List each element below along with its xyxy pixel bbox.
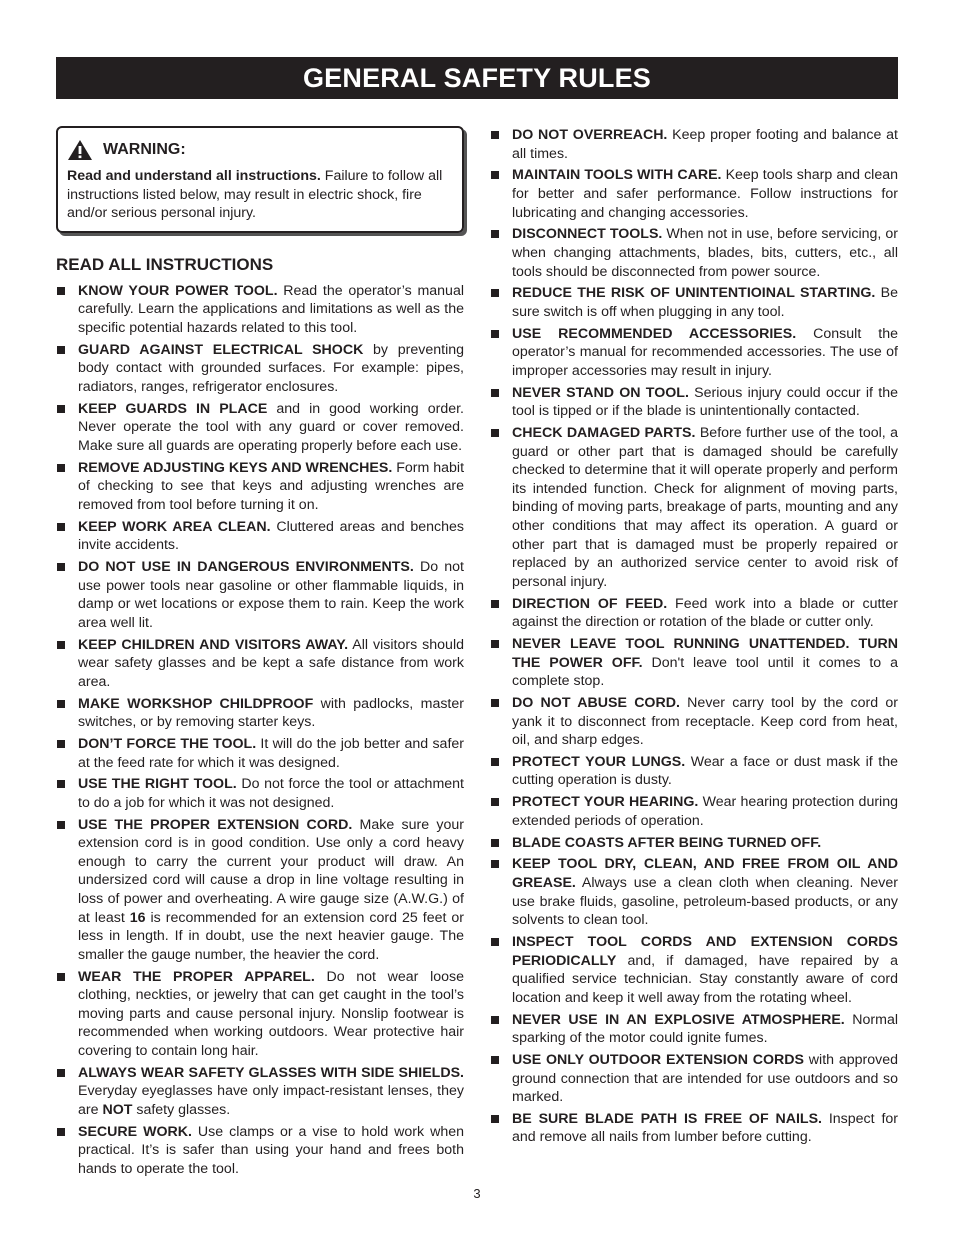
- rule-text: When not in use, before servicing, or when changing attachments, blades, bits, cutters, etc., all tools should be disconnected from power source.: [512, 226, 898, 280]
- warning-body-text: Failure to follow all instructions listed below, may result in electric shock, fire and/or serious personal injury.: [67, 168, 443, 222]
- rule-text: Normal sparking of the motor could ignite fumes.: [512, 1011, 898, 1047]
- rule-heading: DON’T FORCE THE TOOL.: [78, 735, 257, 752]
- rule-heading: DO NOT OVERREACH.: [512, 127, 668, 143]
- rule-heading: WEAR THE PROPER APPAREL.: [78, 968, 315, 985]
- rule-text: Don't leave tool until it comes to a complete stop.: [512, 654, 898, 690]
- square-bullet-icon: [491, 171, 499, 179]
- rule-item: [490, 225, 898, 281]
- rule-item: [56, 282, 464, 338]
- square-bullet-icon: [491, 1115, 499, 1123]
- rule-item: [490, 1011, 898, 1048]
- square-bullet-icon: [57, 346, 65, 354]
- rule-item: [56, 775, 464, 812]
- rule-text: Use clamps or a vise to hold work when practical. It’s is safer than using your hand and frees both hands to operate the tool.: [78, 1123, 464, 1177]
- square-bullet-icon: [491, 429, 499, 437]
- rule-item: [490, 325, 898, 381]
- rule-heading: DO NOT ABUSE CORD.: [512, 694, 680, 711]
- rule-heading: KEEP CHILDREN AND VISITORS AWAY.: [78, 636, 349, 653]
- rule-heading: NEVER USE IN AN EXPLOSIVE ATMOSPHERE.: [512, 1011, 845, 1028]
- warning-bold-text: Read and understand all instructions.: [67, 168, 321, 184]
- rule-item: [56, 1123, 464, 1179]
- rule-heading: SECURE WORK.: [78, 1123, 192, 1140]
- rule-text: with padlocks, master switches, or by removing starter keys.: [78, 695, 464, 731]
- rule-item: [56, 816, 464, 965]
- rule-text: Do not force the tool or attachment to do a job for which it was not designed.: [78, 776, 464, 811]
- rule-heading: USE ONLY OUTDOOR EXTENSION CORDS: [512, 1051, 804, 1068]
- rule-heading: CHECK DAMAGED PARTS.: [512, 425, 696, 442]
- rule-heading: INSPECT TOOL CORDS AND EXTENSION CORDS PERIODICALLY: [512, 933, 898, 969]
- rule-item: [490, 1110, 898, 1147]
- rule-item: [56, 400, 464, 456]
- warning-heading: [67, 139, 453, 161]
- square-bullet-icon: [491, 699, 499, 707]
- rule-text: Before further use of the tool, a guard or other part that is damaged should be carefully checked to determine that it will operate properly and perform its intended function. Check for alignment of moving parts, binding of moving parts, breakage of parts, mounting and any other conditions that may affect its operation. A guard or other part that is damaged must be properly repaired or replaced by an authorized service center to avoid risk of personal injury.: [512, 425, 898, 590]
- rule-heading: BE SURE BLADE PATH IS FREE OF NAILS.: [512, 1110, 822, 1127]
- square-bullet-icon: [491, 860, 499, 868]
- rule-item: [56, 695, 464, 732]
- rule-heading: REDUCE THE RISK OF UNINTENTIOINAL STARTING.: [512, 285, 876, 302]
- rule-item: [490, 635, 898, 691]
- rule-heading: KEEP WORK AREA CLEAN.: [78, 518, 271, 535]
- square-bullet-icon: [57, 700, 65, 708]
- right-column: [490, 126, 898, 1150]
- square-bullet-icon: [57, 1069, 65, 1077]
- rule-item: [490, 855, 898, 929]
- rule-item: [56, 1064, 464, 1120]
- rule-heading: KNOW YOUR POWER TOOL.: [78, 282, 278, 299]
- square-bullet-icon: [57, 563, 65, 571]
- rule-text: Wear hearing protection during extended periods of operation.: [512, 794, 898, 829]
- square-bullet-icon: [491, 1016, 499, 1024]
- rule-text: by preventing body contact with grounded surfaces. For example: pipes, radiators, ranges, refrigerator enclosures.: [78, 341, 465, 395]
- section-heading: READ ALL INSTRUCTIONS: [56, 254, 274, 274]
- rule-item: [490, 595, 898, 632]
- square-bullet-icon: [491, 289, 499, 297]
- rule-heading: USE THE PROPER EXTENSION CORD.: [78, 816, 353, 833]
- rule-heading: USE RECOMMENDED ACCESSORIES.: [512, 325, 797, 342]
- square-bullet-icon: [491, 330, 499, 338]
- right-rules-list: [490, 126, 898, 1147]
- rule-heading: REMOVE ADJUSTING KEYS AND WRENCHES.: [78, 459, 393, 476]
- rule-text: Form habit of checking to see that keys and adjusting wrenches are removed from tool before turning it on.: [78, 459, 465, 513]
- rule-text: is recommended for an extension cord 25 feet or less in length. If in doubt, use the next heavier gauge. The smaller the gauge number, the heavier the cord.: [78, 909, 465, 963]
- rule-heading: USE THE RIGHT TOOL.: [78, 776, 237, 793]
- rule-text: It will do the job better and safer at the feed rate for which it was designed.: [78, 735, 464, 771]
- warning-heading-text: WARNING:: [103, 141, 186, 158]
- rule-item: [490, 284, 898, 321]
- rule-item: [490, 166, 898, 222]
- warning-box: [56, 126, 464, 233]
- rule-heading: PROTECT YOUR HEARING.: [512, 794, 699, 811]
- square-bullet-icon: [57, 405, 65, 413]
- left-rules-list: [56, 282, 464, 1179]
- square-bullet-icon: [57, 641, 65, 649]
- rule-item: [56, 459, 464, 515]
- rule-item: [490, 126, 898, 163]
- rule-text: Never carry tool by the cord or yank it to disconnect from receptacle. Keep cord from heat, oil, and sharp edges.: [512, 694, 898, 749]
- rule-item: [490, 1051, 898, 1107]
- rule-heading: DIRECTION OF FEED.: [512, 595, 668, 612]
- rule-text: Feed work into a blade or cutter against the direction or rotation of the blade or cutter only.: [512, 595, 898, 631]
- page-title: GENERAL SAFETY RULES: [302, 62, 652, 93]
- rule-item: [490, 753, 898, 790]
- rule-text: Wear a face or dust mask if the cutting operation is dusty.: [512, 753, 898, 789]
- rule-heading: PROTECT YOUR LUNGS.: [512, 753, 686, 770]
- rule-heading: MAKE WORKSHOP CHILDPROOF: [78, 695, 314, 712]
- rule-text: Do not use power tools near gasoline or other flammable liquids, in damp or wet locations or expose them to rain. Keep the work area well lit.: [78, 559, 464, 631]
- warning-text: [67, 167, 453, 223]
- square-bullet-icon: [57, 821, 65, 829]
- rule-text: Keep proper footing and balance at all times.: [512, 127, 898, 162]
- rule-text: Be sure switch is off when plugging in any tool.: [512, 285, 899, 320]
- square-bullet-icon: [57, 1128, 65, 1136]
- rule-item: [490, 424, 898, 591]
- rule-heading: NEVER STAND ON TOOL.: [512, 384, 689, 401]
- square-bullet-icon: [491, 600, 499, 608]
- rule-text: safety glasses.: [132, 1101, 231, 1118]
- rule-item: [490, 933, 898, 1007]
- square-bullet-icon: [491, 131, 499, 139]
- rule-heading: DISCONNECT TOOLS.: [512, 226, 663, 243]
- square-bullet-icon: [57, 464, 65, 472]
- rule-heading: MAINTAIN TOOLS WITH CARE.: [512, 167, 722, 184]
- rule-text: and in good working order. Never operate the tool with any guard or cover removed. Make sure all guards are operating properly before each use.: [78, 400, 464, 454]
- left-column: [56, 126, 464, 1182]
- title-bar: [56, 57, 898, 99]
- rule-text: Inspect for and remove all nails from lumber before cutting.: [512, 1110, 899, 1146]
- square-bullet-icon: [491, 798, 499, 806]
- rule-heading: DO NOT USE IN DANGEROUS ENVIRONMENTS.: [78, 559, 414, 576]
- rule-text: with approved ground connection that are intended for use outdoors and so marked.: [512, 1051, 898, 1106]
- rule-text: Everyday eyeglasses have only impact-resistant lenses, they are: [78, 1083, 464, 1118]
- rule-item: [56, 558, 464, 632]
- square-bullet-icon: [57, 740, 65, 748]
- square-bullet-icon: [491, 938, 499, 946]
- rule-text: Cluttered areas and benches invite accidents.: [78, 518, 465, 554]
- rule-emphasis: NOT: [102, 1101, 133, 1118]
- rule-text: Do not wear loose clothing, neckties, or jewelry that can get caught in the tool’s moving parts and cause personal injury. Nonslip footwear is recommended when working outdoors. Wear protective hair covering to contain long hair.: [78, 968, 464, 1059]
- square-bullet-icon: [491, 389, 499, 397]
- square-bullet-icon: [57, 287, 65, 295]
- rule-item: [490, 793, 898, 830]
- rule-text: Always use a clean cloth when cleaning. Never use brake fluids, gasoline, petroleum-based products, or any solvents to clean tool.: [512, 875, 898, 929]
- rule-heading: GUARD AGAINST ELECTRICAL SHOCK: [78, 341, 364, 358]
- rule-heading: NEVER LEAVE TOOL RUNNING UNATTENDED. TURN THE POWER OFF.: [512, 635, 898, 671]
- rule-heading: ALWAYS WEAR SAFETY GLASSES WITH SIDE SHIELDS.: [78, 1064, 464, 1081]
- rule-item: [56, 968, 464, 1061]
- square-bullet-icon: [491, 758, 499, 766]
- rule-item: [490, 384, 898, 421]
- rule-text: Make sure your extension cord is in good condition. Use only a cord heavy enough to carry the current your product will draw. An undersized cord will cause a drop in line voltage resulting in loss of power and overheating. A wire gauge size (A.W.G.) of at least: [78, 816, 465, 926]
- square-bullet-icon: [57, 523, 65, 531]
- square-bullet-icon: [57, 973, 65, 981]
- rule-text: Read the operator’s manual carefully. Learn the applications and limitations as well as the specific potential hazards related to this tool.: [78, 282, 464, 336]
- rule-item: [56, 341, 464, 397]
- square-bullet-icon: [491, 230, 499, 238]
- square-bullet-icon: [491, 640, 499, 648]
- rule-item: [56, 735, 464, 772]
- rule-text: Consult the operator’s manual for recommended accessories. The use of improper accessories may result in injury.: [512, 325, 898, 379]
- square-bullet-icon: [491, 1056, 499, 1064]
- rule-item: [490, 694, 898, 750]
- rule-item: [56, 636, 464, 692]
- rule-text: All visitors should wear safety glasses and be kept a safe distance from work area.: [78, 636, 464, 690]
- rule-emphasis: 16: [129, 909, 146, 926]
- rule-item: [56, 518, 464, 555]
- rule-item: [490, 834, 898, 853]
- rule-text: and, if damaged, have repaired by a qualified service technician. Stay constantly aware of cord location and keep it well away from the rotating wheel.: [512, 952, 898, 1006]
- rule-text: Serious injury could occur if the tool is tipped or if the blade is unintentionally contacted.: [512, 384, 899, 420]
- rule-text: Keep tools sharp and clean for better and safer performance. Follow instructions for lubricating and changing accessories.: [512, 167, 899, 221]
- warning-triangle-icon: [67, 139, 93, 161]
- square-bullet-icon: [491, 839, 499, 847]
- square-bullet-icon: [57, 780, 65, 788]
- rule-heading: BLADE COASTS AFTER BEING TURNED OFF.: [512, 834, 822, 851]
- rule-heading: KEEP TOOL DRY, CLEAN, AND FREE FROM OIL AND GREASE.: [512, 856, 898, 891]
- rule-heading: KEEP GUARDS IN PLACE: [78, 400, 268, 417]
- page-number: 3: [473, 1186, 481, 1201]
